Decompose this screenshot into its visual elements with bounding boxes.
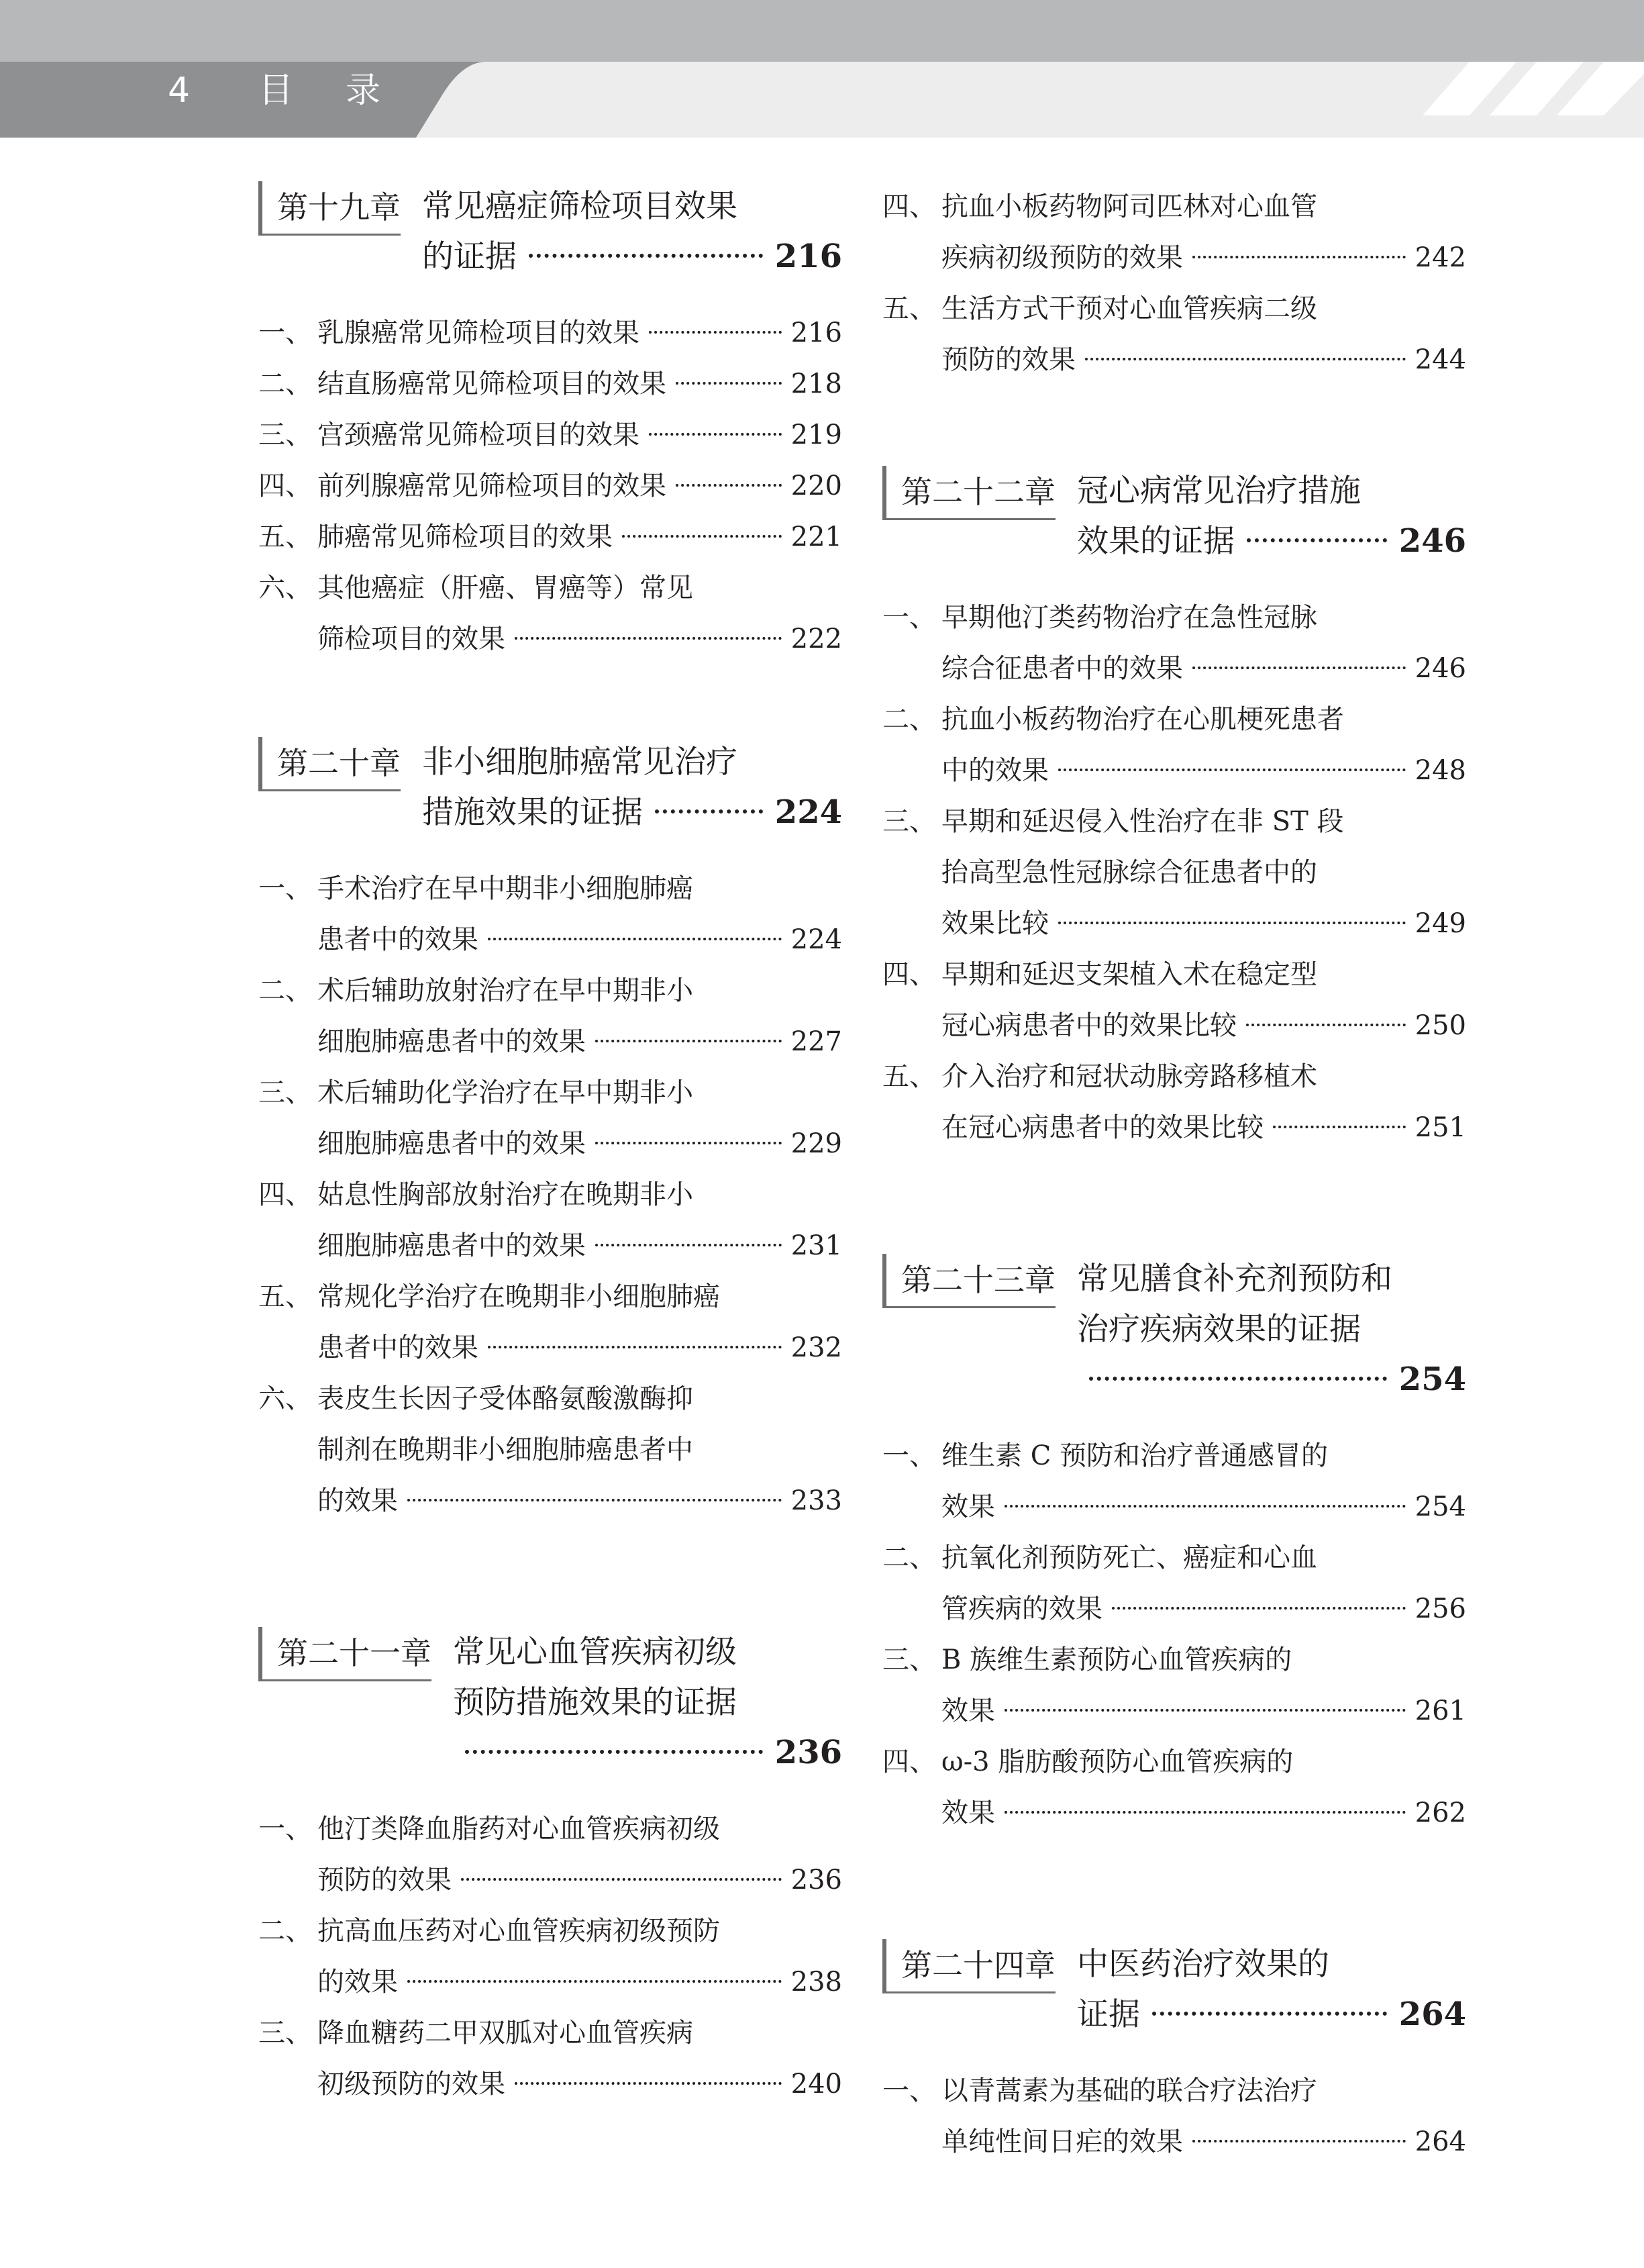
- toc-entry-line: [258, 863, 842, 914]
- toc-entry-line: [882, 181, 1466, 232]
- toc-entry-line: [258, 358, 842, 409]
- chapter-section: [258, 737, 842, 1526]
- chapter-title: [1077, 1939, 1466, 2040]
- toc-entry-line: [882, 592, 1466, 643]
- toc-entry-text: 手术治疗在早中期非小细胞肺癌: [317, 873, 693, 904]
- toc-entry-line: [258, 1220, 842, 1271]
- toc-entry-line: [882, 796, 1466, 847]
- toc-entry-number: 三、: [258, 2018, 312, 2049]
- toc-entry-page: 219: [790, 420, 842, 450]
- toc-entry-line: [882, 1787, 1466, 1838]
- toc-entry: [258, 2008, 842, 2110]
- chapter-title-line: [1077, 1939, 1466, 1989]
- toc-entry-page: 254: [1415, 1491, 1466, 1522]
- chapter-title: [1077, 1254, 1466, 1405]
- dot-leader: [488, 938, 782, 940]
- toc-entry-line: [258, 613, 842, 664]
- chapter-page: 216: [774, 238, 842, 275]
- toc-entry-line: [258, 460, 842, 511]
- toc-entry-text: 细胞肺癌患者中的效果: [317, 1230, 586, 1261]
- toc-entry-text: 他汀类降血脂药对心血管疾病初级: [317, 1814, 720, 1844]
- toc-entry-page: 222: [790, 624, 842, 654]
- toc-entry-text: 筛检项目的效果: [317, 624, 505, 654]
- toc-entry-text: 降血糖药二甲双胍对心血管疾病: [317, 2018, 693, 2049]
- dot-leader: [1192, 667, 1406, 669]
- toc-entry-text: 患者中的效果: [317, 1332, 478, 1363]
- toc-entry-number: 三、: [882, 1644, 936, 1675]
- toc-entry-line: [882, 745, 1466, 796]
- toc-entry-number: 五、: [882, 293, 936, 324]
- chapter-heading: [258, 181, 842, 282]
- toc-entry-line: [882, 283, 1466, 334]
- toc-entry-line: [882, 1634, 1466, 1685]
- toc-entry-line: [258, 2059, 842, 2110]
- toc-entry-number: 五、: [258, 1281, 312, 1312]
- toc-entry-text: 术后辅助化学治疗在早中期非小: [317, 1077, 693, 1108]
- toc-entry-number: 一、: [258, 1814, 312, 1844]
- dot-leader: [1112, 1607, 1406, 1610]
- dot-leader: [1192, 2140, 1406, 2142]
- toc-entry-page: 221: [790, 522, 842, 552]
- running-header: [0, 0, 1644, 138]
- toc-entry-page: 248: [1415, 755, 1466, 786]
- chapter-title-text: 冠心病常见治疗措施: [1077, 473, 1361, 509]
- toc-entry-text: ω-3 脂肪酸预防心血管疾病的: [941, 1746, 1294, 1777]
- toc-entry: [882, 694, 1466, 796]
- dot-leader: [515, 2082, 782, 2085]
- toc-entry-line: [258, 1322, 842, 1373]
- toc-entry-line: [882, 898, 1466, 949]
- toc-entry-page: 244: [1415, 344, 1466, 375]
- toc-entry-text: 在冠心病患者中的效果比较: [941, 1112, 1264, 1143]
- chapter-heading: [258, 737, 842, 838]
- toc-entry-line: [882, 1102, 1466, 1153]
- toc-entry: [258, 511, 842, 562]
- toc-entry-text: 抗血小板药物阿司匹林对心血管: [941, 191, 1317, 222]
- toc-entry-line: [882, 1685, 1466, 1736]
- chapter-heading: [258, 1627, 842, 1778]
- toc-entry: [882, 1051, 1466, 1153]
- chapter-title-line: [1077, 1989, 1466, 2040]
- toc-entry-line: [258, 1373, 842, 1424]
- page-number: 4: [168, 70, 191, 111]
- toc-entry-text: 结直肠癌常见筛检项目的效果: [317, 368, 666, 399]
- chapter-label: 第二十章: [258, 737, 401, 791]
- toc-column-left: [258, 181, 842, 2210]
- toc-entry-number: 六、: [258, 1383, 312, 1414]
- chapter-title-line: [1077, 1354, 1466, 1405]
- chapter-title-text: 预防措施效果的证据: [453, 1684, 737, 1721]
- toc-entry-line: [258, 1067, 842, 1118]
- dot-leader: [649, 331, 782, 334]
- toc-entry-page: 264: [1415, 2126, 1466, 2157]
- toc-entry-line: [882, 2065, 1466, 2116]
- chapter-title-line: [453, 1728, 842, 1778]
- chapter-page: 264: [1398, 1995, 1466, 2033]
- toc-entry: [258, 965, 842, 1067]
- toc-entry-line: [258, 307, 842, 358]
- chapter-label: 第二十二章: [882, 466, 1056, 520]
- toc-entry-page: 262: [1415, 1797, 1466, 1828]
- toc-entry: [258, 460, 842, 511]
- chapter-entries: [882, 592, 1466, 1153]
- toc-entry-line: [882, 2116, 1466, 2167]
- toc-entry-line: [258, 562, 842, 613]
- toc-entry-text: 患者中的效果: [317, 924, 478, 955]
- toc-entry-text: 效果: [941, 1491, 995, 1522]
- dot-leader: [655, 809, 763, 813]
- toc-entry-page: 227: [790, 1026, 842, 1057]
- toc-entry: [882, 1430, 1466, 1532]
- toc-entry-text: 单纯性间日疟的效果: [941, 2126, 1183, 2157]
- chapter-title-line: [422, 787, 842, 838]
- toc-entry-page: 216: [790, 317, 842, 348]
- toc-entry-number: 三、: [258, 1077, 312, 1108]
- toc-entry-text: 早期和延迟支架植入术在稳定型: [941, 959, 1317, 990]
- dot-leader: [1192, 256, 1406, 258]
- toc-entry-number: 二、: [882, 704, 936, 735]
- toc-entry-text: 抗血小板药物治疗在心肌梗死患者: [941, 704, 1344, 735]
- continued-entries: [882, 181, 1466, 385]
- dot-leader: [407, 1980, 782, 1983]
- toc-entry-number: 一、: [882, 602, 936, 633]
- toc-entry: [258, 1169, 842, 1271]
- toc-entry-page: 220: [790, 471, 842, 501]
- toc-entry-text: 效果: [941, 1695, 995, 1726]
- toc-entry-line: [882, 847, 1466, 898]
- chapter-title-text: 治疗疾病效果的证据: [1077, 1311, 1361, 1348]
- toc-entry-text: B 族维生素预防心血管疾病的: [941, 1644, 1292, 1675]
- toc-entry: [882, 1532, 1466, 1634]
- dot-leader: [1152, 2012, 1387, 2016]
- toc-entry-line: [882, 1051, 1466, 1102]
- toc-entry-page: 218: [790, 368, 842, 399]
- chapter-page: 224: [774, 793, 842, 831]
- chapter-page: 236: [774, 1734, 842, 1771]
- toc-entry-number: 三、: [882, 806, 936, 837]
- toc-entry: [258, 358, 842, 409]
- chapter-title: [453, 1627, 842, 1778]
- chapter-section: [882, 466, 1466, 1153]
- toc-entry-line: [882, 1481, 1466, 1532]
- toc-entry-text: 肺癌常见筛检项目的效果: [317, 522, 613, 552]
- toc-entry-page: 229: [790, 1128, 842, 1159]
- toc-entry-line: [882, 694, 1466, 745]
- toc-entry-text: 的效果: [317, 1967, 398, 1998]
- toc-entry-page: 246: [1415, 653, 1466, 684]
- dot-leader: [1058, 769, 1406, 771]
- toc-entry-page: 256: [1415, 1593, 1466, 1624]
- toc-entry-text: 细胞肺癌患者中的效果: [317, 1128, 586, 1159]
- toc-entry-number: 二、: [258, 368, 312, 399]
- toc-entry-line: [882, 1430, 1466, 1481]
- toc-entry-number: 六、: [258, 573, 312, 603]
- toc-entry-number: 二、: [258, 1916, 312, 1946]
- toc-entry-page: 231: [790, 1230, 842, 1261]
- chapter-title-text: 效果的证据: [1077, 523, 1235, 560]
- toc-entry-number: 二、: [258, 975, 312, 1006]
- toc-entry-line: [882, 1000, 1466, 1051]
- toc-entry-number: 四、: [882, 1746, 936, 1777]
- chapter-heading: [882, 466, 1466, 566]
- chapter-title-line: [453, 1677, 842, 1728]
- chapter-title-line: [422, 737, 842, 787]
- toc-entry-line: [882, 1736, 1466, 1787]
- toc-entry: [258, 1373, 842, 1526]
- toc-entry-line: [882, 334, 1466, 385]
- dot-leader: [676, 382, 782, 385]
- toc-entry-line: [258, 1016, 842, 1067]
- toc-entry-text: 抗高血压药对心血管疾病初级预防: [317, 1916, 720, 1946]
- toc-entry-text: 其他癌症（肝癌、胃癌等）常见: [317, 573, 693, 603]
- toc-entry-line: [258, 1118, 842, 1169]
- toc-entry-line: [882, 232, 1466, 283]
- toc-entry-line: [882, 643, 1466, 694]
- chapter-entries: [882, 2065, 1466, 2167]
- toc-entry-line: [258, 1855, 842, 1906]
- toc-entry-page: 242: [1415, 242, 1466, 273]
- dot-leader: [595, 1244, 782, 1246]
- chapter-label: 第二十一章: [258, 1627, 431, 1681]
- dot-leader: [461, 1878, 782, 1881]
- toc-entry: [258, 1906, 842, 2008]
- chapter-entries: [258, 307, 842, 664]
- chapter-label: 第二十三章: [882, 1254, 1056, 1308]
- toc-entry: [882, 2065, 1466, 2167]
- toc-entry-page: 261: [1415, 1695, 1466, 1726]
- toc-entry-text: 预防的效果: [941, 344, 1076, 375]
- chapter-title-text: 常见癌症筛检项目效果: [422, 188, 737, 225]
- chapter-title-line: [1077, 1304, 1466, 1354]
- chapter-label: 第十九章: [258, 181, 401, 236]
- toc-entry-line: [258, 2008, 842, 2059]
- chapter-title-line: [1077, 1254, 1466, 1304]
- chapter-title-line: [1077, 516, 1466, 566]
- toc-entry-number: 三、: [258, 420, 312, 450]
- chapter-title-line: [422, 181, 842, 232]
- chapter-title-line: [453, 1627, 842, 1677]
- toc-entry: [258, 863, 842, 965]
- chapter-title: [422, 737, 842, 838]
- dot-leader: [1058, 922, 1406, 924]
- chapter-heading: [882, 1254, 1466, 1405]
- toc-entry-number: 四、: [258, 471, 312, 501]
- toc-entry-number: 四、: [882, 959, 936, 990]
- dot-leader: [529, 254, 763, 258]
- toc-entry: [258, 1067, 842, 1169]
- toc-entry-number: 一、: [258, 317, 312, 348]
- toc-entry-text: 早期他汀类药物治疗在急性冠脉: [941, 602, 1317, 633]
- toc-entry-text: 以青蒿素为基础的联合疗法治疗: [941, 2075, 1317, 2106]
- toc-entry-page: 238: [790, 1967, 842, 1998]
- toc-entry: [258, 1804, 842, 1906]
- toc-entry-page: 249: [1415, 908, 1466, 939]
- toc-entry: [882, 796, 1466, 949]
- toc-entry-text: 细胞肺癌患者中的效果: [317, 1026, 586, 1057]
- toc-entry-number: 五、: [882, 1061, 936, 1092]
- toc-entry-text: 生活方式干预对心血管疾病二级: [941, 293, 1317, 324]
- chapter-title: [422, 181, 842, 282]
- toc-entry-line: [258, 1957, 842, 2008]
- toc-entry-text: 抬高型急性冠脉综合征患者中的: [941, 857, 1317, 888]
- dot-leader: [676, 484, 782, 487]
- chapter-title-text: 措施效果的证据: [422, 794, 643, 831]
- toc-entry-line: [882, 1532, 1466, 1583]
- toc-entry-text: 抗氧化剂预防死亡、癌症和心血: [941, 1542, 1317, 1573]
- toc-entry-text: 冠心病患者中的效果比较: [941, 1010, 1237, 1041]
- chapter-title-text: 非小细胞肺癌常见治疗: [422, 744, 737, 781]
- toc-entry-text: 效果比较: [941, 908, 1049, 939]
- toc-entry-text: 前列腺癌常见筛检项目的效果: [317, 471, 666, 501]
- chapter-section: [882, 1254, 1466, 1838]
- toc-entry-text: 常规化学治疗在晚期非小细胞肺癌: [317, 1281, 720, 1312]
- toc-entry: [258, 562, 842, 664]
- toc-entry-line: [882, 1583, 1466, 1634]
- toc-entry-number: 一、: [882, 1440, 936, 1471]
- toc-entry-page: 224: [790, 924, 842, 955]
- dot-leader: [622, 535, 782, 538]
- dot-leader: [1273, 1126, 1406, 1128]
- toc-entry-text: 管疾病的效果: [941, 1593, 1102, 1624]
- toc-entry-text: 早期和延迟侵入性治疗在非 ST 段: [941, 806, 1344, 837]
- toc-entry-page: 233: [790, 1485, 842, 1516]
- toc-entry-line: [258, 1906, 842, 1957]
- toc-entry-line: [258, 1169, 842, 1220]
- dot-leader: [1005, 1811, 1406, 1814]
- chapter-title-text: 中医药治疗效果的: [1077, 1946, 1329, 1983]
- toc-entry-line: [882, 949, 1466, 1000]
- toc-entry-text: 介入治疗和冠状动脉旁路移植术: [941, 1061, 1317, 1092]
- chapter-title-line: [422, 232, 842, 282]
- toc-entry-text: 效果: [941, 1797, 995, 1828]
- toc-entry: [258, 409, 842, 460]
- toc-entry-number: 一、: [882, 2075, 936, 2106]
- chapter-section: [882, 1939, 1466, 2167]
- chapter-page: 246: [1398, 522, 1466, 560]
- toc-entry-number: 四、: [258, 1179, 312, 1210]
- toc-entry: [882, 949, 1466, 1051]
- chapter-title-line: [1077, 466, 1466, 516]
- toc-entry-page: 236: [790, 1865, 842, 1895]
- dot-leader: [649, 433, 782, 436]
- toc-entry-text: 综合征患者中的效果: [941, 653, 1183, 684]
- toc-entry-text: 维生素 C 预防和治疗普通感冒的: [941, 1440, 1329, 1471]
- toc-entry-text: 疾病初级预防的效果: [941, 242, 1183, 273]
- toc-entry-page: 250: [1415, 1010, 1466, 1041]
- dot-leader: [1005, 1709, 1406, 1712]
- toc-entry: [258, 307, 842, 358]
- toc-entry-line: [258, 511, 842, 562]
- dot-leader: [1246, 1024, 1406, 1026]
- dot-leader: [1247, 538, 1387, 542]
- toc-entry-text: 乳腺癌常见筛检项目的效果: [317, 317, 639, 348]
- toc-entry-text: 初级预防的效果: [317, 2069, 505, 2100]
- chapter-entries: [882, 1430, 1466, 1838]
- chapter-title-text: 的证据: [422, 238, 517, 275]
- toc-entry: [882, 1736, 1466, 1838]
- toc-entry-number: 二、: [882, 1542, 936, 1573]
- toc-entry: [882, 1634, 1466, 1736]
- dot-leader: [595, 1040, 782, 1042]
- toc-entry-page: 240: [790, 2069, 842, 2100]
- toc-entry-text: 宫颈癌常见筛检项目的效果: [317, 420, 639, 450]
- toc-entry-line: [258, 1271, 842, 1322]
- toc-entry-line: [258, 1424, 842, 1475]
- chapter-entries: [258, 1804, 842, 2110]
- toc-entry-line: [258, 409, 842, 460]
- section-title: 目录: [258, 70, 433, 111]
- chapter-title-text: 常见膳食补充剂预防和: [1077, 1261, 1392, 1297]
- toc-entry: [882, 283, 1466, 385]
- toc-entry-line: [258, 914, 842, 965]
- dot-leader: [465, 1750, 763, 1754]
- toc-entry-text: 中的效果: [941, 755, 1049, 786]
- toc-entry-text: 预防的效果: [317, 1865, 452, 1895]
- chapter-section: [258, 1627, 842, 2110]
- chapter-page: 254: [1398, 1361, 1466, 1398]
- dot-leader: [488, 1346, 782, 1348]
- toc-entry-text: 的效果: [317, 1485, 398, 1516]
- dot-leader: [407, 1499, 782, 1501]
- chapter-title-text: 常见心血管疾病初级: [453, 1634, 737, 1671]
- chapter-title: [1077, 466, 1466, 566]
- dot-leader: [515, 637, 782, 640]
- toc-entry-number: 一、: [258, 873, 312, 904]
- toc-entry-text: 制剂在晚期非小细胞肺癌患者中: [317, 1434, 693, 1465]
- chapter-heading: [882, 1939, 1466, 2040]
- toc-entry-text: 姑息性胸部放射治疗在晚期非小: [317, 1179, 693, 1210]
- chapter-label: 第二十四章: [882, 1939, 1056, 1993]
- toc-entry-page: 232: [790, 1332, 842, 1363]
- toc-entry-text: 术后辅助放射治疗在早中期非小: [317, 975, 693, 1006]
- toc-entry-page: 251: [1415, 1112, 1466, 1143]
- chapter-entries: [258, 863, 842, 1526]
- dot-leader: [595, 1142, 782, 1144]
- dot-leader: [1005, 1505, 1406, 1508]
- dot-leader: [1085, 358, 1406, 360]
- toc-entry-number: 四、: [882, 191, 936, 222]
- dot-leader: [1089, 1377, 1387, 1381]
- toc-entry-line: [258, 1475, 842, 1526]
- toc-entry: [882, 181, 1466, 283]
- header-band: [0, 0, 1644, 138]
- toc-entry: [882, 592, 1466, 694]
- toc-column-right: [882, 181, 1466, 2268]
- chapter-title-text: 证据: [1077, 1996, 1140, 2033]
- toc-entry-line: [258, 1804, 842, 1855]
- toc-entry-text: 表皮生长因子受体酪氨酸激酶抑: [317, 1383, 693, 1414]
- toc-entry-number: 五、: [258, 522, 312, 552]
- chapter-section: [258, 181, 842, 664]
- toc-entry-line: [258, 965, 842, 1016]
- toc-entry: [258, 1271, 842, 1373]
